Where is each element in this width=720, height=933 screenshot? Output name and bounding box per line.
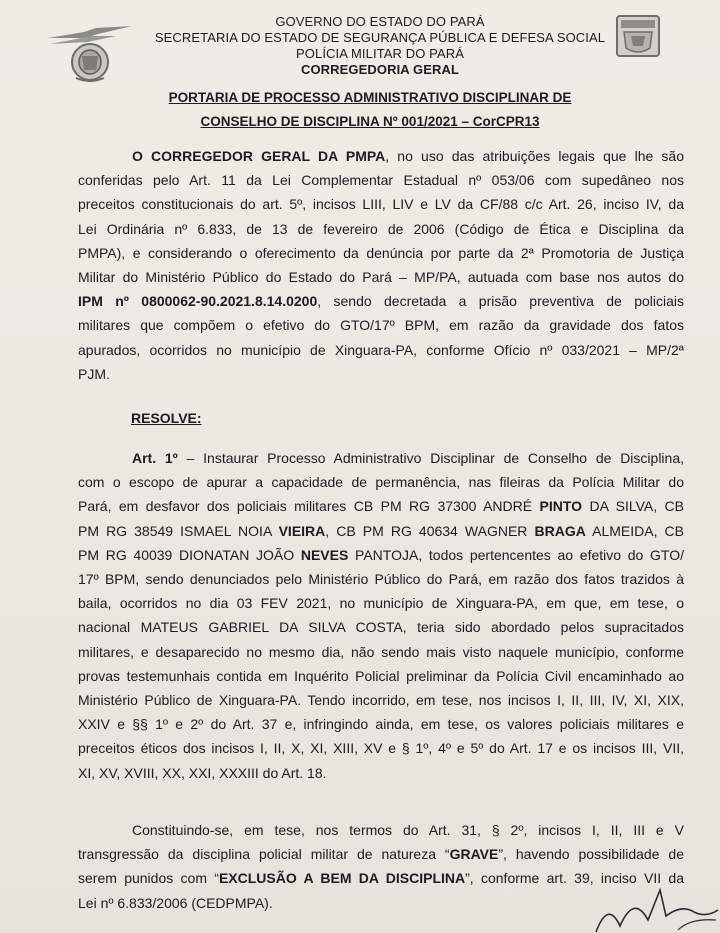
text-line [78, 640, 684, 664]
text-line [78, 338, 684, 362]
text-segment: PM RG 38549 ISMAEL NOIA [78, 522, 279, 539]
coat-of-arms-icon [46, 22, 134, 82]
text-segment: , sendo decretada a prisão preventiva de policiais [317, 293, 684, 310]
text-line [78, 144, 684, 168]
text-segment: baila, ocorridos no dia 03 FEV 2021, no município de Xinguara-PA, em que, em tese, o [78, 595, 684, 612]
text-segment: transgressão da disciplina policial militar de natureza “ [78, 846, 450, 863]
text-segment: Pará, em desfavor dos policiais militares CB PM RG 37300 ANDRÉ [78, 498, 540, 515]
text-line [78, 217, 684, 241]
bold-text: Art. 1º [132, 450, 178, 466]
bold-text: IPM nº 0800062-90.2021.8.14.0200 [78, 293, 318, 310]
text-line [78, 470, 684, 494]
department-name: CORREGEDORIA GERAL [300, 62, 460, 77]
police-badge-icon [614, 14, 662, 60]
text-segment: – Instaurar Processo Administrativo Disciplinar de Conselho de Disciplina, [177, 450, 684, 466]
article-1-paragraph [78, 446, 684, 785]
text-line [78, 736, 684, 760]
text-segment: PM RG 40039 DIONATAN JOÃO [78, 546, 301, 563]
signature-mark [590, 860, 720, 933]
document-title [80, 86, 660, 134]
text-line [78, 192, 684, 216]
title-line-2: CONSELHO DE DISCIPLINA Nº 001/2021 – CorCPR13 [200, 114, 540, 129]
text-segment: Lei nº 6.833/2006 (CEDPMPA). [78, 894, 273, 911]
text-line [78, 591, 684, 615]
text-segment: PANTOJA, todos pertencentes ao efetivo do GTO/ [348, 546, 684, 563]
text-segment: Ministério Público de Xinguara-PA. Tendo incorrido, em tese, nos incisos I, II, III, IV, XI, XIX, [78, 692, 684, 709]
text-segment: Lei Ordinária nº 6.833, de 13 de fevereiro de 2006 (Código de Ética e Disciplina da [78, 220, 684, 237]
text-segment: conferidas pelo Art. 11 da Lei Complementar Estadual nº 053/06 com supedâneo nos [78, 172, 684, 189]
text-segment: preceitos éticos dos incisos I, II, X, XI, XIII, XV e § 1º, 4º e 5º do Art. 17 e os incisos III, VII, [78, 740, 684, 757]
preamble-paragraph [78, 144, 684, 386]
text-line [78, 265, 684, 289]
text-line [78, 818, 684, 842]
text-line [78, 168, 684, 192]
text-segment: serem punidos com “ [78, 870, 219, 887]
text-line [78, 494, 684, 518]
text-line [78, 712, 684, 736]
text-segment: ”, conforme art. 39, inciso VII da [465, 870, 684, 887]
text-segment: PMPA), e considerando o oferecimento da denúncia por parte da 2ª Promotoria de Justiça [78, 244, 684, 261]
government-name: GOVERNO DO ESTADO DO PARÁ [275, 14, 485, 29]
secretariat-name: SECRETARIA DO ESTADO DE SEGURANÇA PÚBLICA E DEFESA SOCIAL [154, 30, 606, 45]
bold-text: PINTO [539, 498, 583, 515]
text-segment: , no uso das atribuições legais que lhe são [385, 148, 684, 164]
text-line [78, 519, 684, 543]
text-segment: militares que compõem o efetivo do GTO/17º BPM, em razão da gravidade dos fatos [78, 317, 684, 334]
text-segment: ”, havendo possibilidade de [498, 846, 684, 863]
text-segment: nacional MATEUS GABRIEL DA SILVA COSTA, teria sido abordado pelos supracitados [78, 619, 684, 636]
bold-text: O CORREGEDOR GERAL DA PMPA [132, 148, 386, 164]
text-line [78, 761, 684, 785]
text-segment: Militar do Ministério Público do Estado do Pará – MP/PA, autuada com base nos autos do [78, 269, 684, 286]
text-segment: XI, XV, XVIII, XX, XXI, XXXIII do Art. 18. [78, 764, 327, 781]
text-segment: ALMEIDA, CB [585, 522, 685, 539]
text-line [78, 241, 684, 265]
text-line [78, 446, 684, 470]
text-segment: 17º BPM, sendo denunciados pelo Ministério Público do Pará, em razão dos fatos trazidos à [78, 571, 684, 588]
text-line [78, 688, 684, 712]
resolve-heading: RESOLVE: [131, 410, 202, 426]
police-name: POLÍCIA MILITAR DO PARÁ [296, 46, 464, 61]
text-line [78, 567, 684, 591]
title-line-1: PORTARIA DE PROCESSO ADMINISTRATIVO DISCIPLINAR DE [168, 90, 572, 105]
text-segment: militares, e desaparecido no mesmo dia, não sendo mais visto naquele município, conforme [78, 643, 684, 660]
text-line [78, 362, 684, 386]
bold-text: NEVES [300, 546, 349, 563]
bold-text: GRAVE [449, 846, 499, 863]
text-line [78, 543, 684, 567]
text-segment: provas testemunhais contida em Inquérito Policial preliminar da Polícia Civil encaminhado ao [78, 667, 684, 684]
text-segment: Constituindo-se, em tese, nos termos do Art. 31, § 2º, incisos I, II, III e V [132, 822, 684, 838]
text-line [78, 313, 684, 337]
text-segment: XXIV e §§ 1º e 2º do Art. 37 e, infringindo ainda, em tese, os valores policiais militares e [78, 716, 684, 733]
bold-text: BRAGA [534, 522, 586, 539]
text-line [78, 615, 684, 639]
text-segment: preceitos constitucionais do art. 5º, incisos LIII, LIV e LV da CF/88 c/c Art. 26, inciso IV, da [78, 196, 684, 213]
text-line [78, 289, 684, 313]
text-segment: , CB PM RG 40634 WAGNER [325, 522, 535, 539]
text-segment: DA SILVA, CB [582, 498, 685, 515]
bold-text: EXCLUSÃO A BEM DA DISCIPLINA [218, 870, 466, 887]
document-header [140, 14, 620, 78]
text-segment: com o escopo de apurar a capacidade de permanência, nas fileiras da Polícia Militar do [78, 474, 684, 491]
bold-text: VIEIRA [278, 522, 326, 539]
text-segment: PJM. [78, 365, 110, 382]
text-segment: apurados, ocorridos no município de Xinguara-PA, conforme Ofício nº 033/2021 – MP/2ª [78, 341, 684, 358]
text-line [78, 664, 684, 688]
